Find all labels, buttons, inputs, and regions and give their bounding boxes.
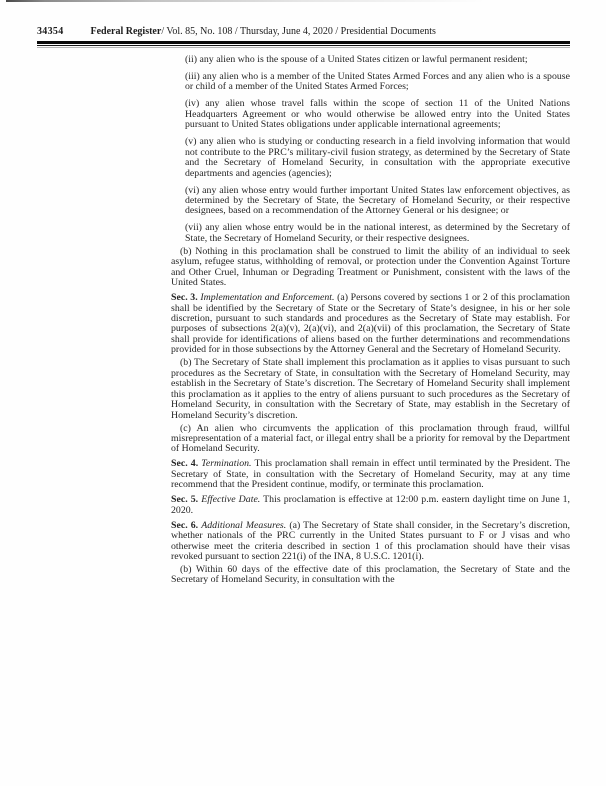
section-4 [171,459,570,490]
section-4-text: This proclamation shall remain in effect until terminated by the President. The Secretary of State, in consultation with the Secretary of Homeland Security, may at any time recommend that the President continue, modify, or terminate this proclamation. [171,458,570,491]
running-header [37,26,570,38]
header-double-rule [37,41,570,48]
section-5-title: Effective Date. [201,494,261,506]
clause-iii: (iii) any alien who is a member of the United States Armed Forces and any alien who is a spouse or child of a member of the United States Armed Forces; [185,70,570,93]
section-3-title: Implementation and Enforcement. [200,292,335,304]
clause-ii: (ii) any alien who is the spouse of a United States citizen or lawful permanent resident; [185,54,528,65]
journal-name: Federal Register [90,26,162,37]
scan-artifact-line [6,0,486,2]
clause-vi: (vi) any alien whose entry would further important United States law enforcement objectives, as determined by the Secretary of State, the Secretary of Homeland Security, or their respective designees, based on a recommendation of the Attorney General or his designee; or [185,184,570,217]
section-5-text: This proclamation is effective at 12:00 p.m. eastern daylight time on June 1, 2020. [171,494,570,516]
section-3 [171,293,570,356]
issue-citation: / Vol. 85, No. 108 / Thursday, June 4, 2020 / Presidential Documents [161,26,436,37]
clause-iv: (iv) any alien whose travel falls within the scope of section 11 of the United Nations Headquarters Agreement or who would otherwise be allowed entry into the United States pursuant to United States obligations under applicable international agreements; [185,98,570,131]
section-5 [171,495,570,516]
section-5-label: Sec. 5. [171,494,199,506]
paragraph-3c: (c) An alien who circumvents the application of this proclamation through fraud, willful misrepresentation of a material fact, or illegal entry shall be a priority for removal by the Department of Homeland Security. [171,422,570,455]
paragraph-b-limit: (b) Nothing in this proclamation shall be construed to limit the ability of an individual to seek asylum, refugee status, withholding of removal, or protection under the Convention Against Torture and Other Cruel, Inhuman or Degrading Treatment or Punishment, consistent with the laws of the United States. [171,245,570,289]
section-4-label: Sec. 4. [171,458,199,470]
section-6-title: Additional Measures. [201,519,287,531]
document-body [171,55,570,586]
paragraph-6b: (b) Within 60 days of the effective date of this proclamation, the Secretary of State and the Secretary of Homeland Security, in consultation with the [171,563,570,586]
section-4-title: Termination. [201,458,252,470]
section-6 [171,521,570,563]
section-3-label: Sec. 3. [171,292,198,304]
page-number: 34354 [37,26,64,37]
paragraph-3b: (b) The Secretary of State shall implement this proclamation as it applies to visas pursuant to such procedures as the Secretary of State, in consultation with the Secretary of Homeland Security, may establish in the Secretary of State’s discretion. The Secretary of Homeland Security shall implement this proclamation as it applies to the entry of aliens pursuant to such procedures as the Secretary of Homeland Security, in consultation with the Secretary of State, may establish in the Secretary of Homeland Security’s discretion. [171,357,570,421]
section-6-label: Sec. 6. [171,519,199,531]
section-6-text: (a) The Secretary of State shall consider, in the Secretary’s discretion, whether nationals of the PRC currently in the United States pursuant to F or J visas and who otherwise meet the criteria described in section 1 of this proclamation should have their visas revoked pursuant to section 221(i) of the INA, 8 U.S.C. 1201(i). [171,519,570,563]
clause-v: (v) any alien who is studying or conducting research in a field involving information that would not contribute to the PRC’s military-civil fusion strategy, as determined by the Secretary of State and the Secretary of Homeland Security, in consultation with the appropriate executive departments and agencies (agencies); [185,136,570,179]
clause-vii: (vii) any alien whose entry would be in the national interest, as determined by the Secretary of State, the Secretary of Homeland Security, or their respective designees. [185,222,570,244]
section-3-text: (a) Persons covered by sections 1 or 2 of this proclamation shall be identified by the Secretary of State or the Secretary of State’s designee, in his or her sole discretion, pursuant to such standards and procedures as the Secretary of State may establish. For purposes of subsections 2(a)(v), 2(a)(vi), and 2(a)(vii) of this proclamation, the Secretary of State shall provide for identifications of aliens based on the further determinations and recommendations provided for in those subsections by the Attorney General and the Secretary of Homeland Security. [171,292,570,356]
